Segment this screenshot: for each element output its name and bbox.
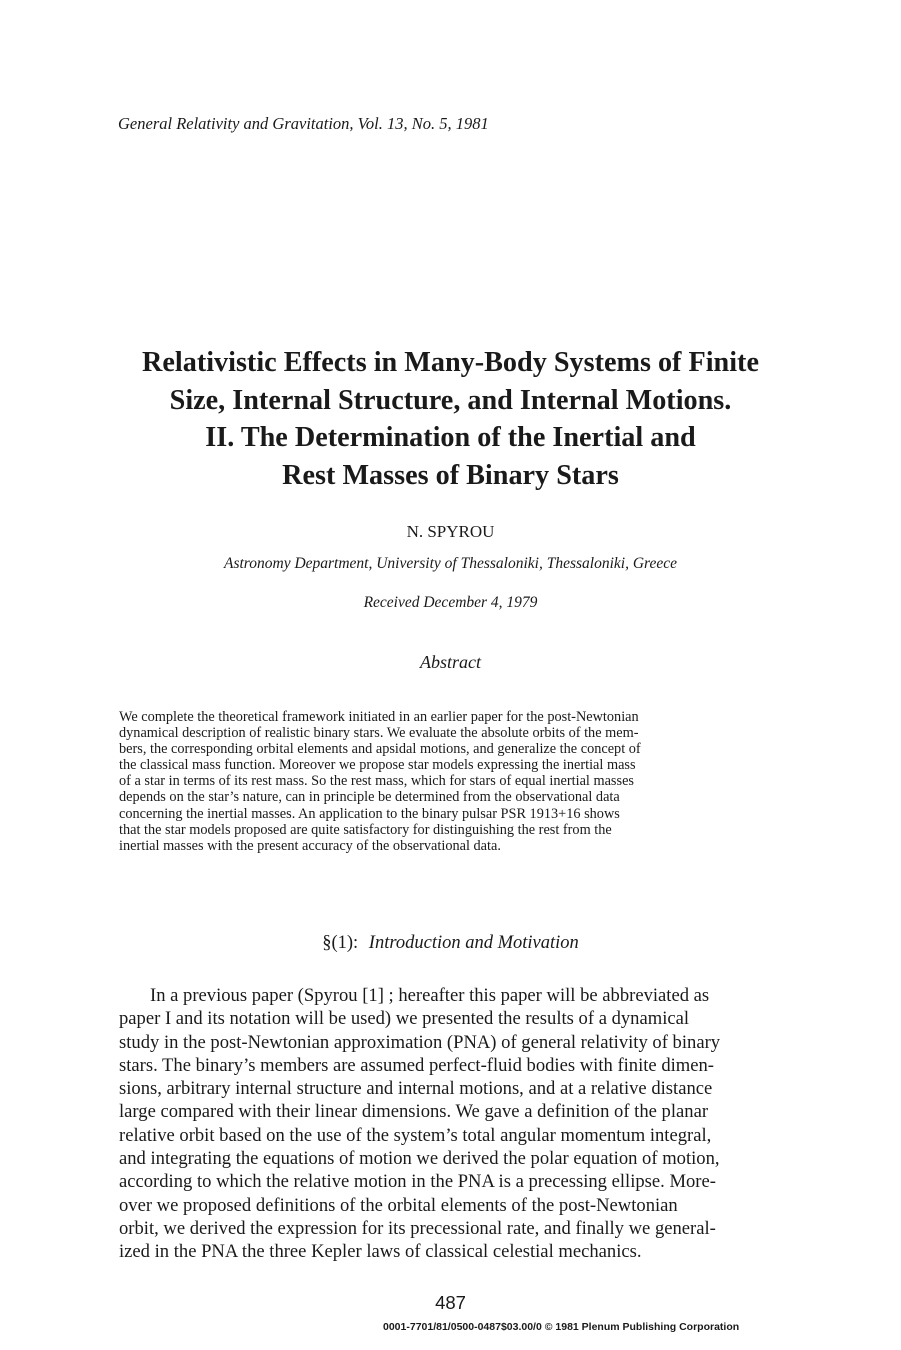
author-affiliation: Astronomy Department, University of Thessaloniki, Thessaloniki, Greece: [223, 555, 678, 572]
body-line: relative orbit based on the use of the system’s total angular momentum integral,: [119, 1124, 712, 1146]
abstract-line: inertial masses with the present accuracy of the observational data.: [119, 837, 501, 854]
body-line: over we proposed definitions of the orbital elements of the post-Newtonian: [119, 1194, 678, 1216]
abstract-line: the classical mass function. Moreover we propose star models expressing the inertial mass: [119, 757, 636, 774]
journal-citation: General Relativity and Gravitation, Vol. 13, No. 5, 1981: [118, 114, 489, 133]
body-line: and integrating the equations of motion we derived the polar equation of motion,: [119, 1148, 720, 1170]
paper-title: [60, 344, 841, 494]
title-line: Size, Internal Structure, and Internal Motions.: [169, 384, 732, 416]
page-number: 487: [435, 1292, 466, 1313]
body-line: study in the post-Newtonian approximation (PNA) of general relativity of binary: [119, 1031, 721, 1053]
body-line: In a previous paper (Spyrou [1] ; hereafter this paper will be abbreviated as: [150, 985, 710, 1006]
title-line: Relativistic Effects in Many-Body Systems of Finite: [142, 347, 759, 378]
abstract-line: of a star in terms of its rest mass. So the rest mass, which for stars of equal inertial masses: [119, 773, 634, 790]
section-heading: [0, 933, 901, 954]
abstract-line: concerning the inertial masses. An application to the binary pulsar PSR 1913+16 shows: [119, 805, 620, 822]
title-line: II. The Determination of the Inertial and: [205, 422, 696, 454]
section-title: Introduction and Motivation: [368, 933, 579, 953]
abstract-line: bers, the corresponding orbital elements and apsidal motions, and generalize the concept of: [119, 741, 641, 758]
body-line: orbit, we derived the expression for its precessional rate, and finally we general-: [119, 1217, 716, 1239]
title-line: Rest Masses of Binary Stars: [282, 459, 619, 491]
author-name: N. SPYROU: [406, 522, 495, 541]
body-line: large compared with their linear dimensions. We gave a definition of the planar: [119, 1101, 709, 1123]
copyright-line: 0001-7701/81/0500-0487$03.00/0 © 1981 Plenum Publishing Corporation: [383, 1321, 740, 1333]
body-line: stars. The binary’s members are assumed perfect-fluid bodies with finite dimen-: [119, 1054, 714, 1076]
received-date: Received December 4, 1979: [363, 594, 538, 611]
body-line: paper I and its notation will be used) we presented the results of a dynamical: [119, 1008, 690, 1030]
abstract-line: that the star models proposed are quite satisfactory for distinguishing the rest from the: [119, 821, 612, 838]
abstract-body: [119, 709, 799, 854]
body-line: ized in the PNA the three Kepler laws of classical celestial mechanics.: [119, 1241, 642, 1263]
section-number: §(1):: [322, 933, 359, 953]
abstract-line: We complete the theoretical framework initiated in an earlier paper for the post-Newtonian: [119, 709, 639, 725]
abstract-heading: Abstract: [420, 652, 481, 672]
abstract-line: depends on the star’s nature, can in principle be determined from the observational data: [119, 789, 620, 806]
body-line: sions, arbitrary internal structure and internal motions, and at a relative distance: [119, 1078, 713, 1100]
body-paragraph: [119, 984, 809, 1264]
body-line: according to which the relative motion in the PNA is a precessing ellipse. More-: [119, 1171, 716, 1193]
abstract-line: dynamical description of realistic binary stars. We evaluate the absolute orbits of the mem-: [119, 725, 639, 742]
